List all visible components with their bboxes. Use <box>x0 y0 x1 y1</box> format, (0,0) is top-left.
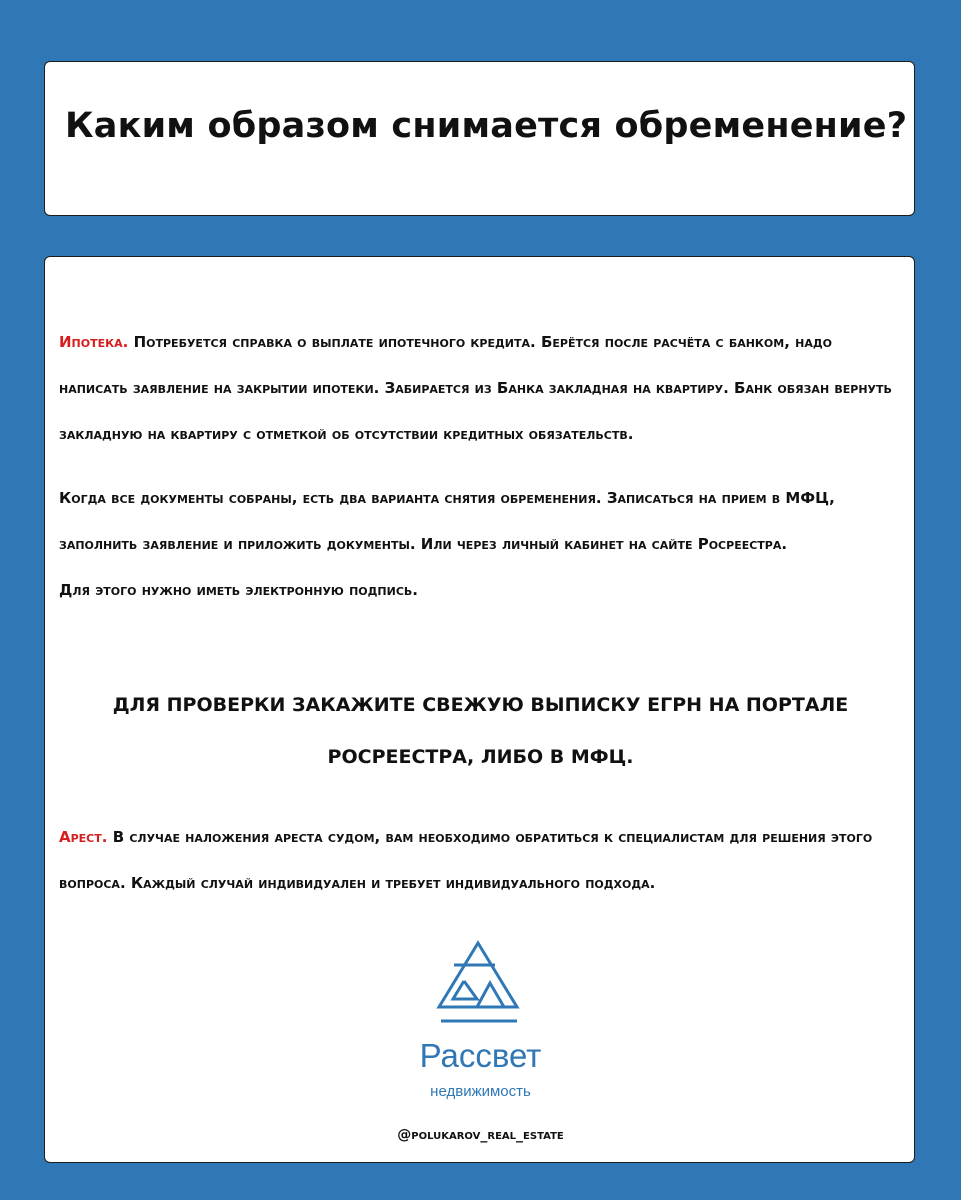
signature-note: Для этого нужно иметь электронную подпись. <box>59 581 418 599</box>
notice-line-2: РОСРЕЕСТРА, ЛИБО В МФЦ. <box>327 746 634 768</box>
mortgage-text: Потребуется справка о выплате ипотечного кредита. Берётся после расчёта с банком, надо написать заявление на закрытии ипотеки. Забирается из Банка закладная на квартиру. Банк обязан вернуть закладную на квартиру с отметкой об отсутствии кредитных обязательств. <box>59 333 892 443</box>
page-title: Каким образом снимается обременение? <box>65 106 908 146</box>
title-card <box>44 61 915 216</box>
arrest-text: В случае наложения ареста судом, вам необходимо обратиться к специалистам для решения этого вопроса. Каждый случай индивидуален и требует индивидуального подхода. <box>59 828 873 892</box>
mortgage-lead: Ипотека. <box>59 333 129 351</box>
removal-paragraph <box>59 475 901 613</box>
notice-line-1: ДЛЯ ПРОВЕРКИ ЗАКАЖИТЕ СВЕЖУЮ ВЫПИСКУ ЕГРН НА ПОРТАЛЕ <box>112 694 849 716</box>
social-handle[interactable]: @polukarov_real_estate <box>397 1127 564 1143</box>
brand-name: Рассвет <box>419 1037 542 1074</box>
triangle-logo-icon <box>433 939 523 1031</box>
brand-subtitle: недвижимость <box>430 1083 531 1100</box>
arrest-paragraph <box>59 814 901 906</box>
content-card <box>44 256 915 1163</box>
arrest-lead: Арест. <box>59 828 108 846</box>
egrn-notice <box>45 679 916 783</box>
removal-text: Когда все документы собраны, есть два варианта снятия обременения. Записаться на прием в МФЦ, заполнить заявление и приложить документы. Или через личный кабинет на сайте Росреестра. <box>59 489 835 553</box>
mortgage-paragraph <box>59 319 901 457</box>
